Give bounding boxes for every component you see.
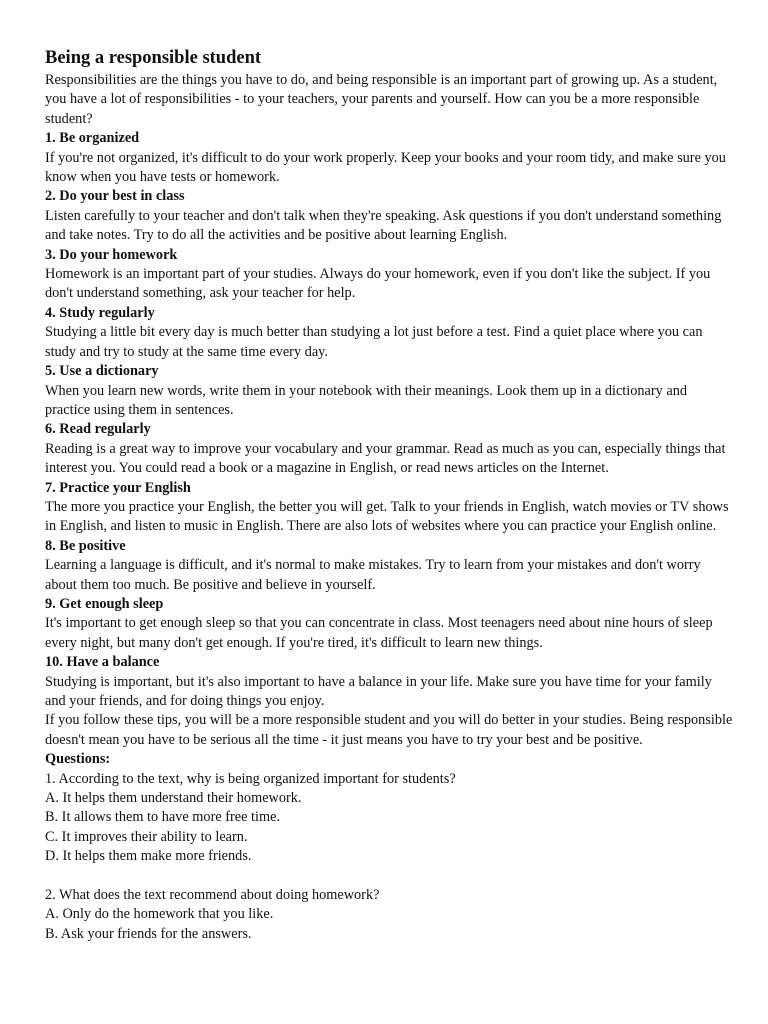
tip-heading: 10. Have a balance <box>45 654 160 671</box>
tip-text: Reading is a great way to improve your vocabulary and your grammar. Read as much as you can, especially things that interest you. You could read a book or a magazine in English, or read news articles on the Internet. <box>45 440 726 477</box>
tip-section-10 <box>45 653 735 711</box>
tip-heading: 2. Do your best in class <box>45 188 185 205</box>
document-title: Being a responsible student <box>45 48 262 68</box>
conclusion-paragraph: If you follow these tips, you will be a more responsible student and you will do better in your studies. Being responsible doesn't mean you have to be serious all the time - it just means you have to try your best and be positive. <box>45 712 733 748</box>
tip-text: Studying is important, but it's also important to have a balance in your life. Make sure you have time for your family and your friends, and for doing things you enjoy. <box>45 673 712 709</box>
tip-section-5 <box>45 362 735 420</box>
tip-heading: 8. Be positive <box>45 537 126 554</box>
tip-text: It's important to get enough sleep so that you can concentrate in class. Most teenagers need about nine hours of sleep every night, but many don't get enough. If you're tired, it's difficult to learn new things. <box>45 615 713 651</box>
tip-section-9 <box>45 595 735 653</box>
tip-section-7 <box>45 479 735 537</box>
answer-option: A. It helps them understand their homework. <box>45 790 302 807</box>
questions-heading: Questions: <box>45 751 111 768</box>
question-text: 2. What does the text recommend about doing homework? <box>45 887 380 904</box>
answer-option: A. Only do the homework that you like. <box>45 906 274 923</box>
tip-heading: 6. Read regularly <box>45 421 151 438</box>
spacer <box>45 867 735 886</box>
tip-text: If you're not organized, it's difficult to do your work properly. Keep your books and your room tidy, and make sure you know when you have tests or homework. <box>45 149 726 186</box>
question-block-1 <box>45 770 735 867</box>
answer-option: C. It improves their ability to learn. <box>45 828 248 845</box>
answer-option: B. It allows them to have more free time. <box>45 809 281 826</box>
tip-section-3 <box>45 246 735 304</box>
tip-text: Listen carefully to your teacher and don't talk when they're speaking. Ask questions if you don't understand something and take notes. Try to do all the activities and be positive about learning English. <box>45 207 722 244</box>
tip-section-8 <box>45 537 735 595</box>
document-page <box>45 46 735 944</box>
answer-option: D. It helps them make more friends. <box>45 848 252 865</box>
tip-section-2 <box>45 187 735 245</box>
question-text: 1. According to the text, why is being organized important for students? <box>45 770 456 787</box>
tip-heading: 1. Be organized <box>45 130 140 147</box>
tip-heading: 9. Get enough sleep <box>45 595 164 612</box>
tip-heading: 7. Practice your English <box>45 479 191 496</box>
tip-text: Studying a little bit every day is much better than studying a lot just before a test. Find a quiet place where you can study and try to study at the same time every day. <box>45 324 703 360</box>
tip-heading: 5. Use a dictionary <box>45 363 159 380</box>
tip-section-6 <box>45 420 735 478</box>
tip-text: The more you practice your English, the better you will get. Talk to your friends in English, watch movies or TV shows in English, and listen to music in English. There are also lots of websites where you can practice your English online. <box>45 498 729 535</box>
tip-text: When you learn new words, write them in your notebook with their meanings. Look them up in a dictionary and practice using them in sentences. <box>45 382 688 418</box>
tip-section-1 <box>45 129 735 187</box>
tip-heading: 3. Do your homework <box>45 246 178 263</box>
tip-section-4 <box>45 304 735 362</box>
question-block-2 <box>45 886 735 944</box>
intro-paragraph: Responsibilities are the things you have to do, and being responsible is an important part of growing up. As a student, you have a lot of responsibilities - to your teachers, your parents and yourself. How can you be a more responsible student? <box>45 72 718 127</box>
answer-option: B. Ask your friends for the answers. <box>45 925 252 942</box>
tip-text: Homework is an important part of your studies. Always do your homework, even if you don't like the subject. If you don't understand something, ask your teacher for help. <box>45 266 711 302</box>
tip-heading: 4. Study regularly <box>45 304 155 321</box>
tip-text: Learning a language is difficult, and it's normal to make mistakes. Try to learn from your mistakes and don't worry about them too much. Be positive and believe in yourself. <box>45 557 701 593</box>
